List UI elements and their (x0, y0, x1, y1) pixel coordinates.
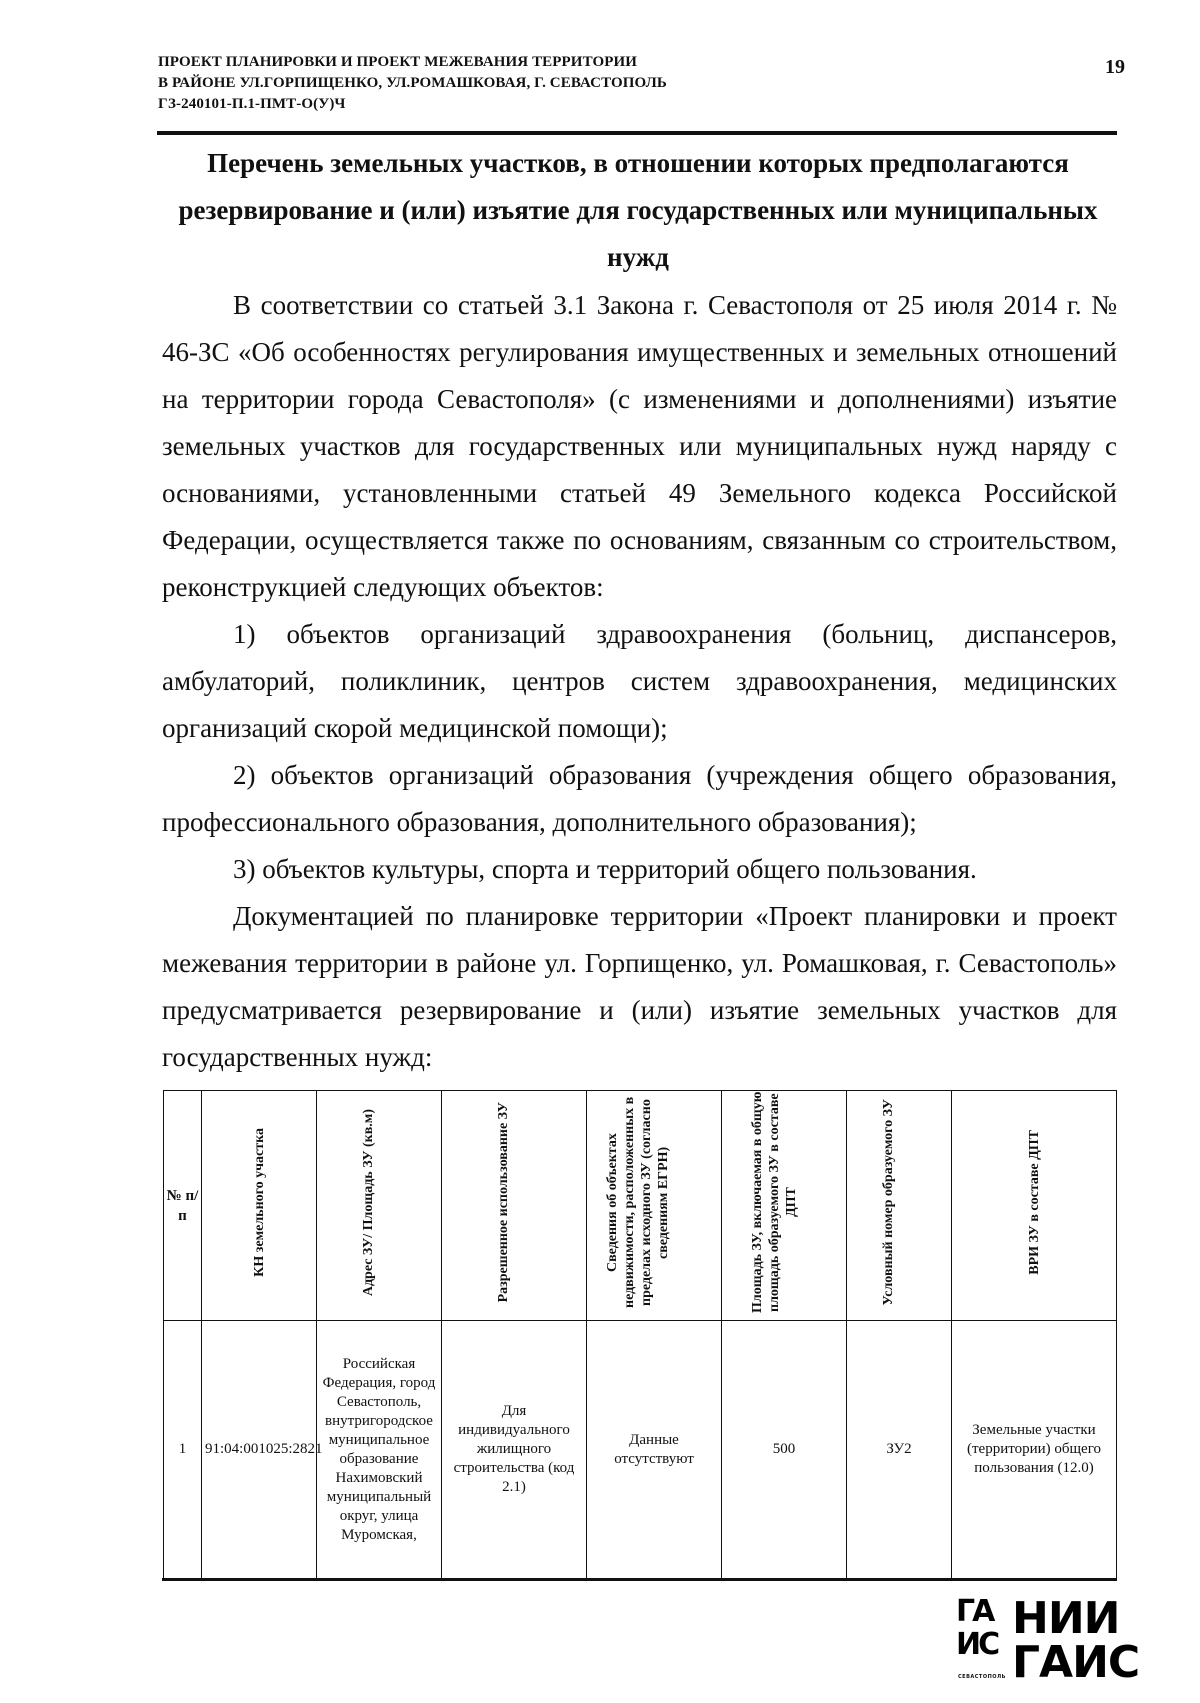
header-conditional-number: Условный номер образуемого ЗУ (847, 1091, 952, 1321)
table-row (164, 1321, 1117, 1579)
paragraph-intro: В соответствии со статьей 3.1 Закона г. Севастополя от 25 июля 2014 г. № 46-ЗС «Об особенностях регулирования имущественных и земельных отношений на территории города Севастополя» (с изменениями и дополнениями) изъятие земельных участков для государственных или муниципальных нужд наряду с основаниями, установленными статьей 49 Земельного кодекса Российской Федерации, осуществляется также по основаниям, связанным со строительством, реконструкцией следующих объектов: (162, 290, 1117, 602)
list-item-education: 2) объектов организаций образования (учреждения общего образования, профессионального образования, дополнительного образования); (162, 760, 1117, 837)
section-title: Перечень земельных участков, в отношении которых предполагаются резервирование и (или) изъятие для государственных или муниципальных нужд (178, 148, 1098, 272)
cell-area: 500 (722, 1321, 847, 1579)
list-item-culture: 3) объектов культуры, спорта и территорий общего пользования. (233, 854, 977, 884)
document-header (158, 52, 1118, 115)
cell-objects-info: Данные отсутствуют (587, 1321, 722, 1579)
header-document-code: ГЗ-240101-П.1-ПМТ-О(У)Ч (158, 96, 346, 112)
logo-text: НИИ ГАИС (1012, 1593, 1140, 1688)
header-vri: ВРИ ЗУ в составе ДПТ (952, 1091, 1117, 1321)
paragraph-documentation: Документацией по планировке территории «Проект планировки и проект межевания территории в районе ул. Горпищенко, ул. Ромашковая, г. Севастополь» предусматривается резервирование и (или) изъятие земельных участков для государственных нужд: (162, 901, 1117, 1072)
header-objects-info: Сведения об объектах недвижимости, расположенных в пределах исходного ЗУ (согласно сведениям ЕГРН) (587, 1091, 722, 1321)
land-plots-table (163, 1090, 1117, 1579)
logo-subtitle: СЕВАСТОПОЛЬ (958, 1674, 1006, 1680)
cell-address: Российская Федерация, город Севастополь, внутригородское муниципальное образование Нахимовский муниципальный округ, улица Муромская, (317, 1321, 442, 1579)
cell-number: 1 (164, 1321, 202, 1579)
header-divider (157, 131, 1117, 135)
header-cadastral: КН земельного участка (202, 1091, 317, 1321)
header-area: Площадь ЗУ, включаемая в общую площадь образуемого ЗУ в составе ДПТ (722, 1091, 847, 1321)
header-address: Адрес ЗУ/ Площадь ЗУ (кв.м) (317, 1091, 442, 1321)
cell-conditional-number: ЗУ2 (847, 1321, 952, 1579)
header-permitted-use: Разрешенное использование ЗУ (442, 1091, 587, 1321)
nii-gais-logo (956, 1593, 1140, 1695)
logo-mark: ГА ИС (956, 1594, 998, 1662)
header-project-title: ПРОЕКТ ПЛАНИРОВКИ И ПРОЕКТ МЕЖЕВАНИЯ ТЕРРИТОРИИ (158, 54, 638, 70)
table-header-row (164, 1091, 1117, 1321)
header-number: № п/п (164, 1091, 202, 1321)
cell-cadastral: 91:04:001025:2821 (202, 1321, 317, 1579)
footer-divider (162, 1578, 1117, 1581)
list-item-healthcare: 1) объектов организаций здравоохранения (больниц, диспансеров, амбулаторий, поликлиник, центров систем здравоохранения, медицинских организаций скорой медицинской помощи); (162, 619, 1117, 743)
header-location: В РАЙОНЕ УЛ.ГОРПИЩЕНКО, УЛ.РОМАШКОВАЯ, Г. СЕВАСТОПОЛЬ (158, 75, 667, 91)
body-text (162, 282, 1117, 1081)
page-number: 19 (1105, 56, 1125, 78)
cell-permitted-use: Для индивидуального жилищного строительства (код 2.1) (442, 1321, 587, 1579)
cell-vri: Земельные участки (территории) общего пользования (12.0) (952, 1321, 1117, 1579)
